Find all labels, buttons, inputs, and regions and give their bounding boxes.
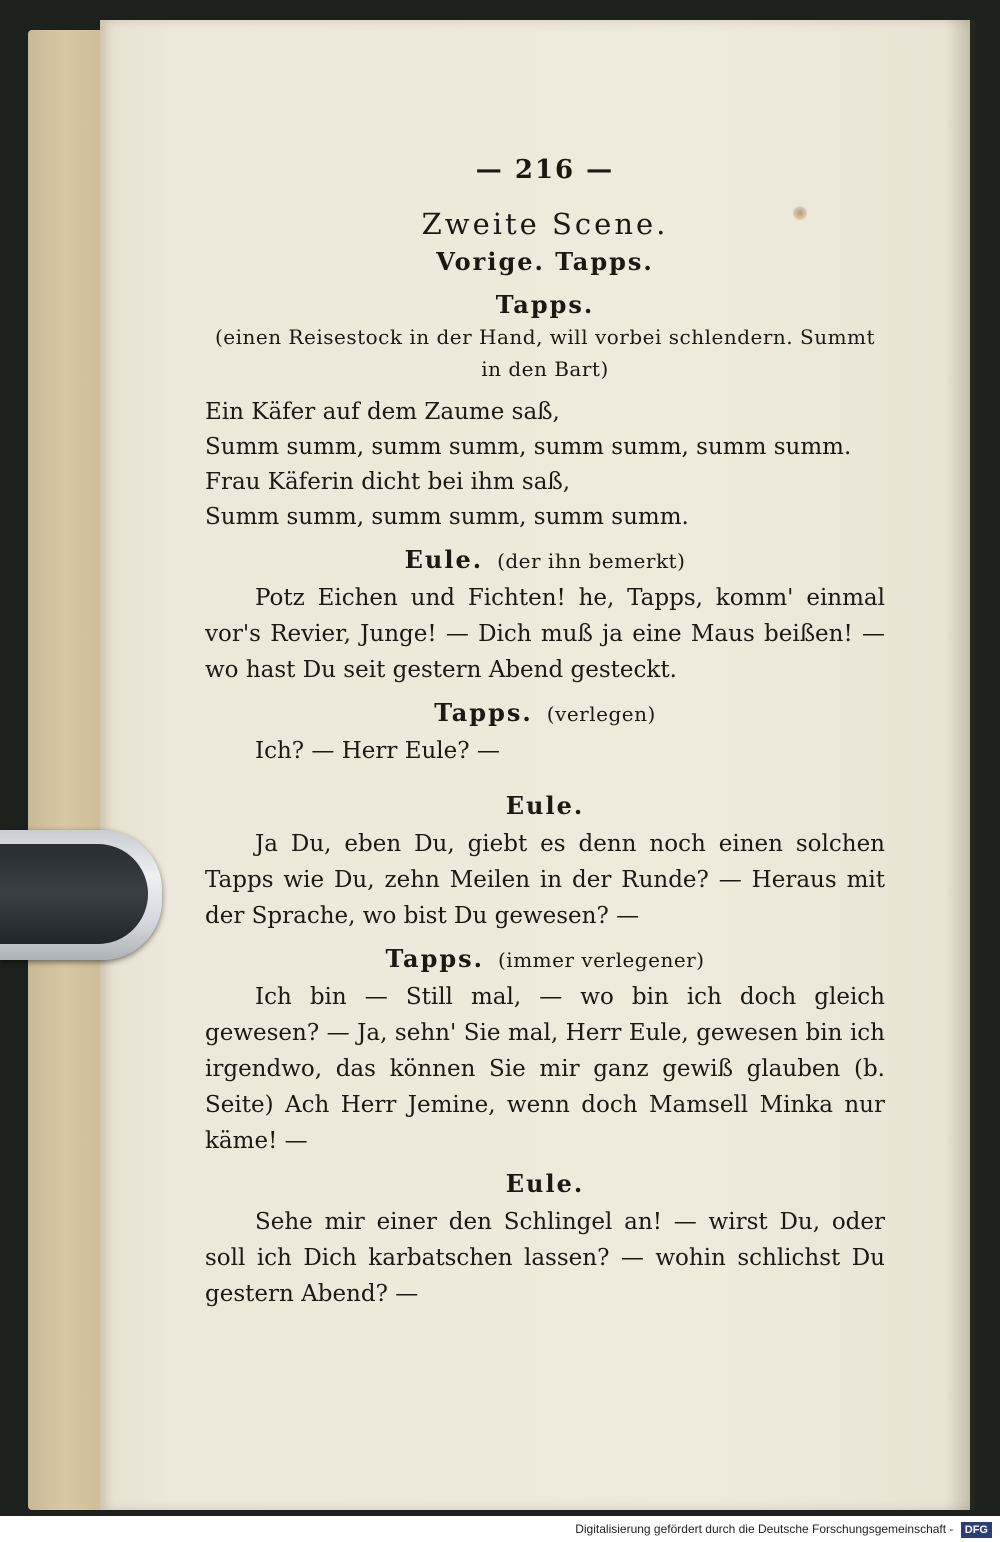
speaker-eule-2 — [205, 791, 885, 820]
digitization-footer — [0, 1516, 1000, 1542]
dialogue-eule-2: Ja Du, eben Du, giebt es denn noch einen solchen Tapps wie Du, zehn Meilen in der Runde? — Heraus mit der Sprache, wo bist Du gewesen? — — [205, 831, 885, 929]
song-line: Summ summ, summ summ, summ summ, summ summ. — [205, 434, 852, 460]
footer-text: Digitalisierung gefördert durch die Deutsche Forschungsgemeinschaft - — [575, 1522, 954, 1536]
stage-direction-1: (einen Reisestock in der Hand, will vorbei schlendern. Summt in den Bart) — [214, 325, 876, 381]
stage-direction: (der ihn bemerkt) — [497, 549, 686, 573]
dialogue-tapps-2: Ich? — Herr Eule? — — [255, 738, 500, 764]
dialogue-tapps-3: Ich bin — Still mal, — wo bin ich doch gleich gewesen? — Ja, sehn' Sie mal, Herr Eule, gewesen bin ich irgendwo, das können Sie mir ganz gewiß glauben (b. Seite) Ach Herr Jemine, wenn doch Mamsell Minka nur käme! — — [205, 984, 885, 1154]
song-line: Summ summ, summ summ, summ summ. — [205, 504, 689, 530]
speaker-name: Tapps. — [385, 944, 484, 973]
speaker-eule-3 — [205, 1169, 885, 1198]
book-edge — [28, 30, 108, 1510]
scene-title: Zweite Scene. — [421, 207, 669, 241]
song-line: Ein Käfer auf dem Zaume saß, — [205, 399, 560, 425]
page-number: — 216 — — [475, 155, 615, 185]
speaker-tapps-1: Tapps. — [495, 290, 595, 319]
dialogue-eule-3: Sehe mir einer den Schlingel an! — wirst Du, oder soll ich Dich karbatschen lassen? — wohin schlichst Du gestern Abend? — — [205, 1209, 885, 1307]
song-verse — [205, 395, 885, 535]
page-clip — [0, 830, 162, 960]
dialogue-eule-1: Potz Eichen und Fichten! he, Tapps, komm' einmal vor's Revier, Junge! — Dich muß ja eine Maus beißen! — wo hast Du seit gestern Abend gesteckt. — [205, 585, 885, 683]
speaker-tapps-2 — [205, 698, 885, 727]
dfg-logo: DFG — [961, 1522, 992, 1538]
page-gutter-shadow — [945, 20, 975, 1510]
stage-direction: (verlegen) — [546, 702, 656, 726]
speaker-name: Eule. — [505, 791, 585, 820]
stage-direction: (immer verlegener) — [498, 948, 705, 972]
speaker-name: Eule. — [404, 545, 484, 574]
page-text — [205, 155, 885, 1312]
speaker-name: Eule. — [505, 1169, 585, 1198]
cast-list: Vorige. Tapps. — [436, 247, 654, 276]
speaker-tapps-3 — [205, 944, 885, 973]
speaker-eule-1 — [205, 545, 885, 574]
song-line: Frau Käferin dicht bei ihm saß, — [205, 469, 571, 495]
speaker-name: Tapps. — [434, 698, 533, 727]
